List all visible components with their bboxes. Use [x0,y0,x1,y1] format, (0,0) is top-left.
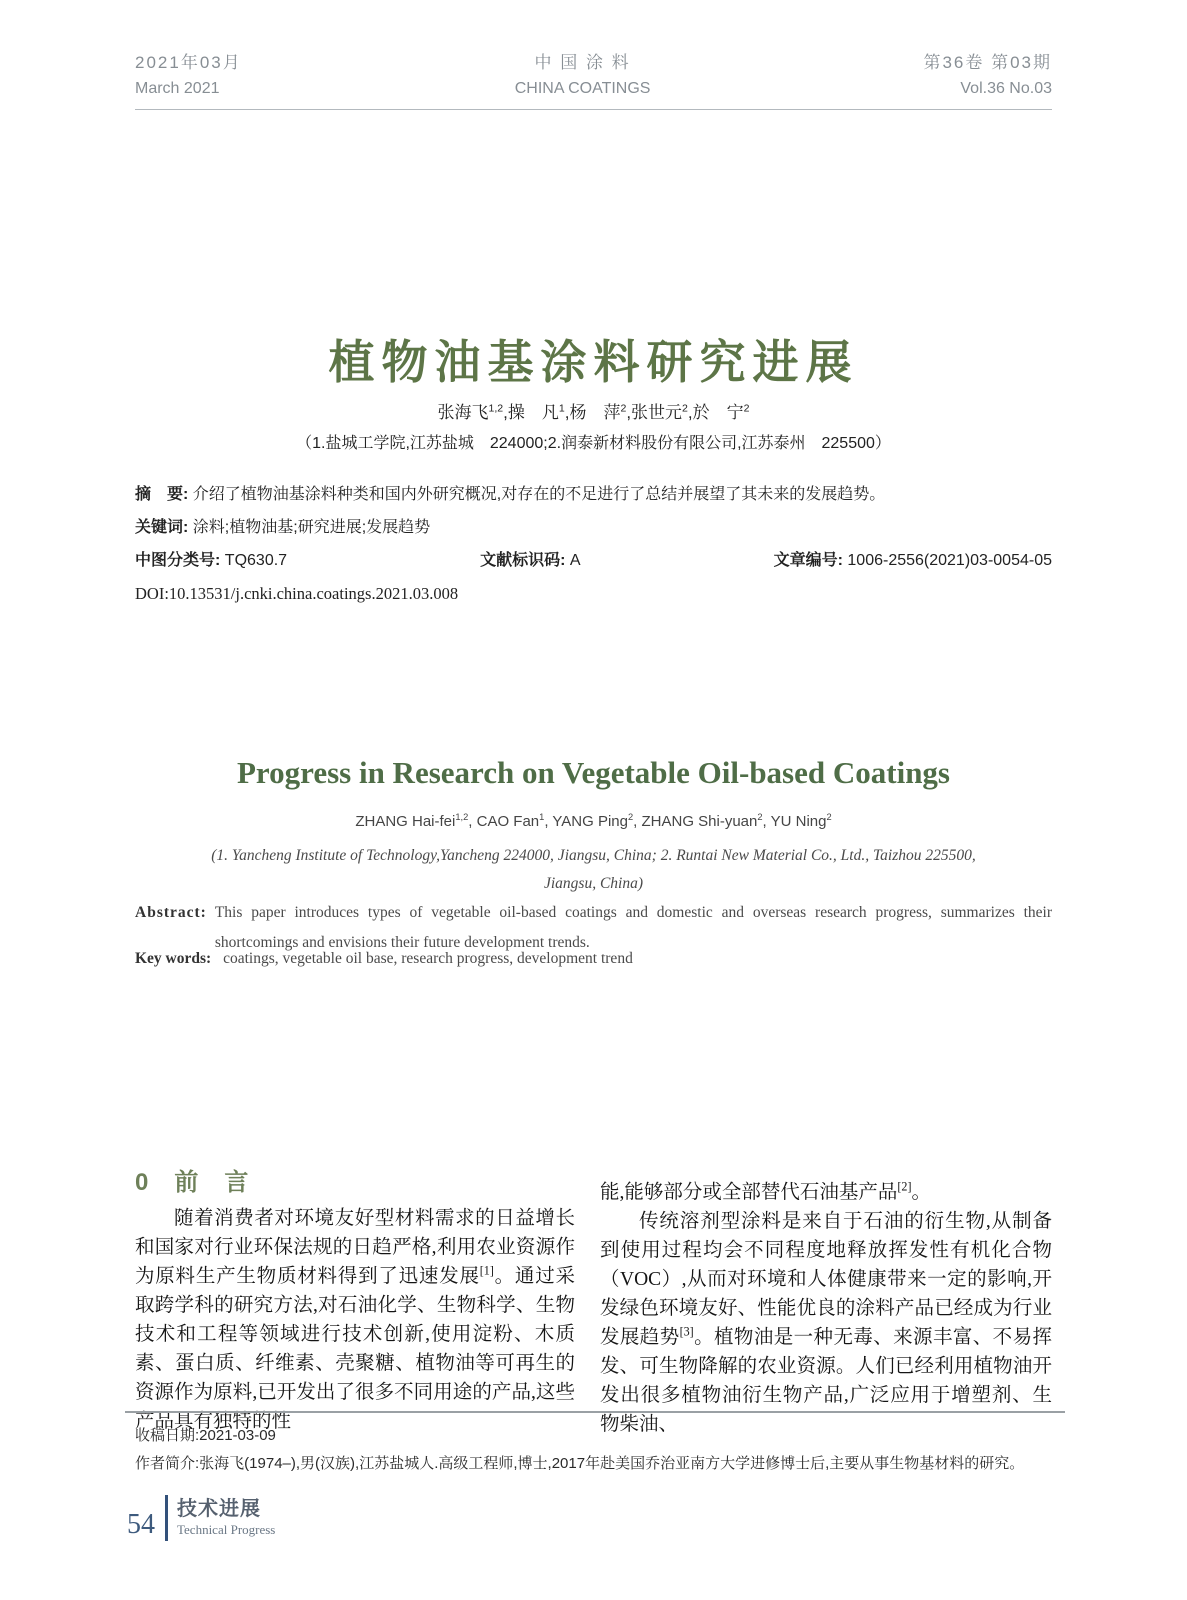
body-column-left [135,1168,575,1436]
header-issue-en: Vol.36 No.03 [960,80,1052,97]
keywords-en-line [135,950,1052,968]
header-divider [135,109,1052,110]
keywords-cn-label: 关键词: [135,519,189,536]
column-name-en: Technical Progress [177,1522,276,1537]
affiliation-en-line1: (1. Yancheng Institute of Technology,Yancheng 224000, Jiangsu, China; 2. Runtai New Material Co., Ltd., Taizhou 225500, [211,847,976,864]
footnote-divider [125,1411,1065,1413]
author-bio-text: 张海飞(1974–),男(汉族),江苏盐城人.高级工程师,博士,2017年赴美国乔治亚南方大学进修博士后,主要从事生物基材料的研究。 [199,1455,1025,1472]
received-date-value: 2021-03-09 [199,1427,276,1444]
abstract-cn-label: 摘 要: [135,486,189,503]
affiliation-en-line2: Jiangsu, China) [543,875,644,892]
affiliation-en [0,842,1187,898]
header-journal-name [515,50,651,102]
chinese-meta-block [135,478,1052,610]
article-id-label: 文章编号: [773,552,843,569]
doc-code-label: 文献标识码: [480,552,566,569]
article-title-cn: 植物油基涂料研究进展 [328,336,859,388]
classification-row [135,544,1052,577]
clc-label: 中图分类号: [135,552,221,569]
received-date-line [135,1422,1065,1450]
header-journal-name-cn: 中 国 涂 料 [534,53,631,72]
doc-code-value: A [569,552,581,569]
footnote-block [135,1422,1065,1478]
article-title-en: Progress in Research on Vegetable Oil-based Coatings [236,755,950,790]
body-paragraph: 传统溶剂型涂料是来自于石油的衍生物,从制备到使用过程均会不同程度地释放挥发性有机化合物（VOC）,从而对环境和人体健康带来一定的影响,开发绿色环境友好、性能优良的涂料产品已经成为行业发展趋势[3]。植物油是一种无毒、来源丰富、不易挥发、可生物降解的农业资源。人们已经利用植物油开发出很多植物油衍生物产品,广泛应用于增塑剂、生物柴油、 [600,1211,1052,1435]
keywords-cn-text: 涂料;植物油基;研究进展;发展趋势 [192,519,431,536]
received-date-label: 收稿日期: [135,1427,200,1444]
column-name [177,1497,275,1539]
doc-code-item [480,544,580,577]
authors-en: ZHANG Hai-fei$^{1,2}$, CAO Fan$^1$, YANG Ping$^2$, ZHANG Shi-yuan$^2$, YU Ning$^2$ [355,812,832,830]
keywords-cn-line [135,511,1052,544]
body-column-right [600,1168,1052,1439]
abstract-en-label: Abstract: [135,904,207,921]
keywords-en-text: coatings, vegetable oil base, research progress, development trend [223,950,633,967]
page-number: 54 [127,1509,155,1540]
footer-divider-bar [165,1495,168,1541]
author-bio-line [135,1450,1065,1478]
header-journal-name-en: CHINA COATINGS [514,80,651,97]
header-issue [923,50,1052,102]
abstract-cn-text: 介绍了植物油基涂料种类和国内外研究概况,对存在的不足进行了总结并展望了其未来的发展趋势。 [192,486,886,503]
section-0-heading: 0 前 言 [135,1169,250,1196]
clc-value: TQ630.7 [224,552,288,569]
page-footer [127,1495,275,1541]
header-issue-cn: 第36卷 第03期 [923,53,1052,72]
header-date [135,50,242,102]
header-date-en: March 2021 [135,80,220,97]
journal-header [135,50,1052,102]
abstract-en-text: This paper introduces types of vegetable oil-based coatings and domestic and overseas research progress, summarizes their shortcomings and envisions their future development trends. [214,904,1052,951]
affiliation-cn: （1.盐城工学院,江苏盐城 224000;2.润泰新材料股份有限公司,江苏泰州 225500） [296,435,891,452]
authors-cn: 张海飞$^{1,2}$,操 凡$^1$,杨 萍$^2$,张世元$^2$,於 宁$^2$ [437,402,750,422]
keywords-en-label: Key words: [135,950,212,967]
body-paragraph: 随着消费者对环境友好型材料需求的日益增长和国家对行业环保法规的日趋严格,利用农业资源作为原料生产生物质材料得到了迅速发展[1]。通过采取跨学科的研究方法,对石油化学、生物科学、生物技术和工程等领域进行技术创新,使用淀粉、木质素、蛋白质、纤维素、壳聚糖、植物油等可再生的资源作为原料,已开发出了很多不同用途的产品,这些产品具有独特的性 [135,1208,575,1432]
body-paragraph-continuation: 能,能够部分或全部替代石油基产品[2]。 [600,1179,931,1203]
abstract-en-block [135,898,1052,958]
article-id-item [774,544,1052,577]
abstract-cn-line [135,478,1052,511]
clc-item [135,544,287,577]
column-name-cn: 技术进展 [177,1498,261,1520]
article-id-value: 1006-2556(2021)03-0054-05 [847,552,1052,569]
author-bio-label: 作者简介: [135,1455,200,1472]
doi-line: DOI:10.13531/j.cnki.china.coatings.2021.03.008 [135,584,459,603]
header-date-cn: 2021年03月 [135,53,242,72]
